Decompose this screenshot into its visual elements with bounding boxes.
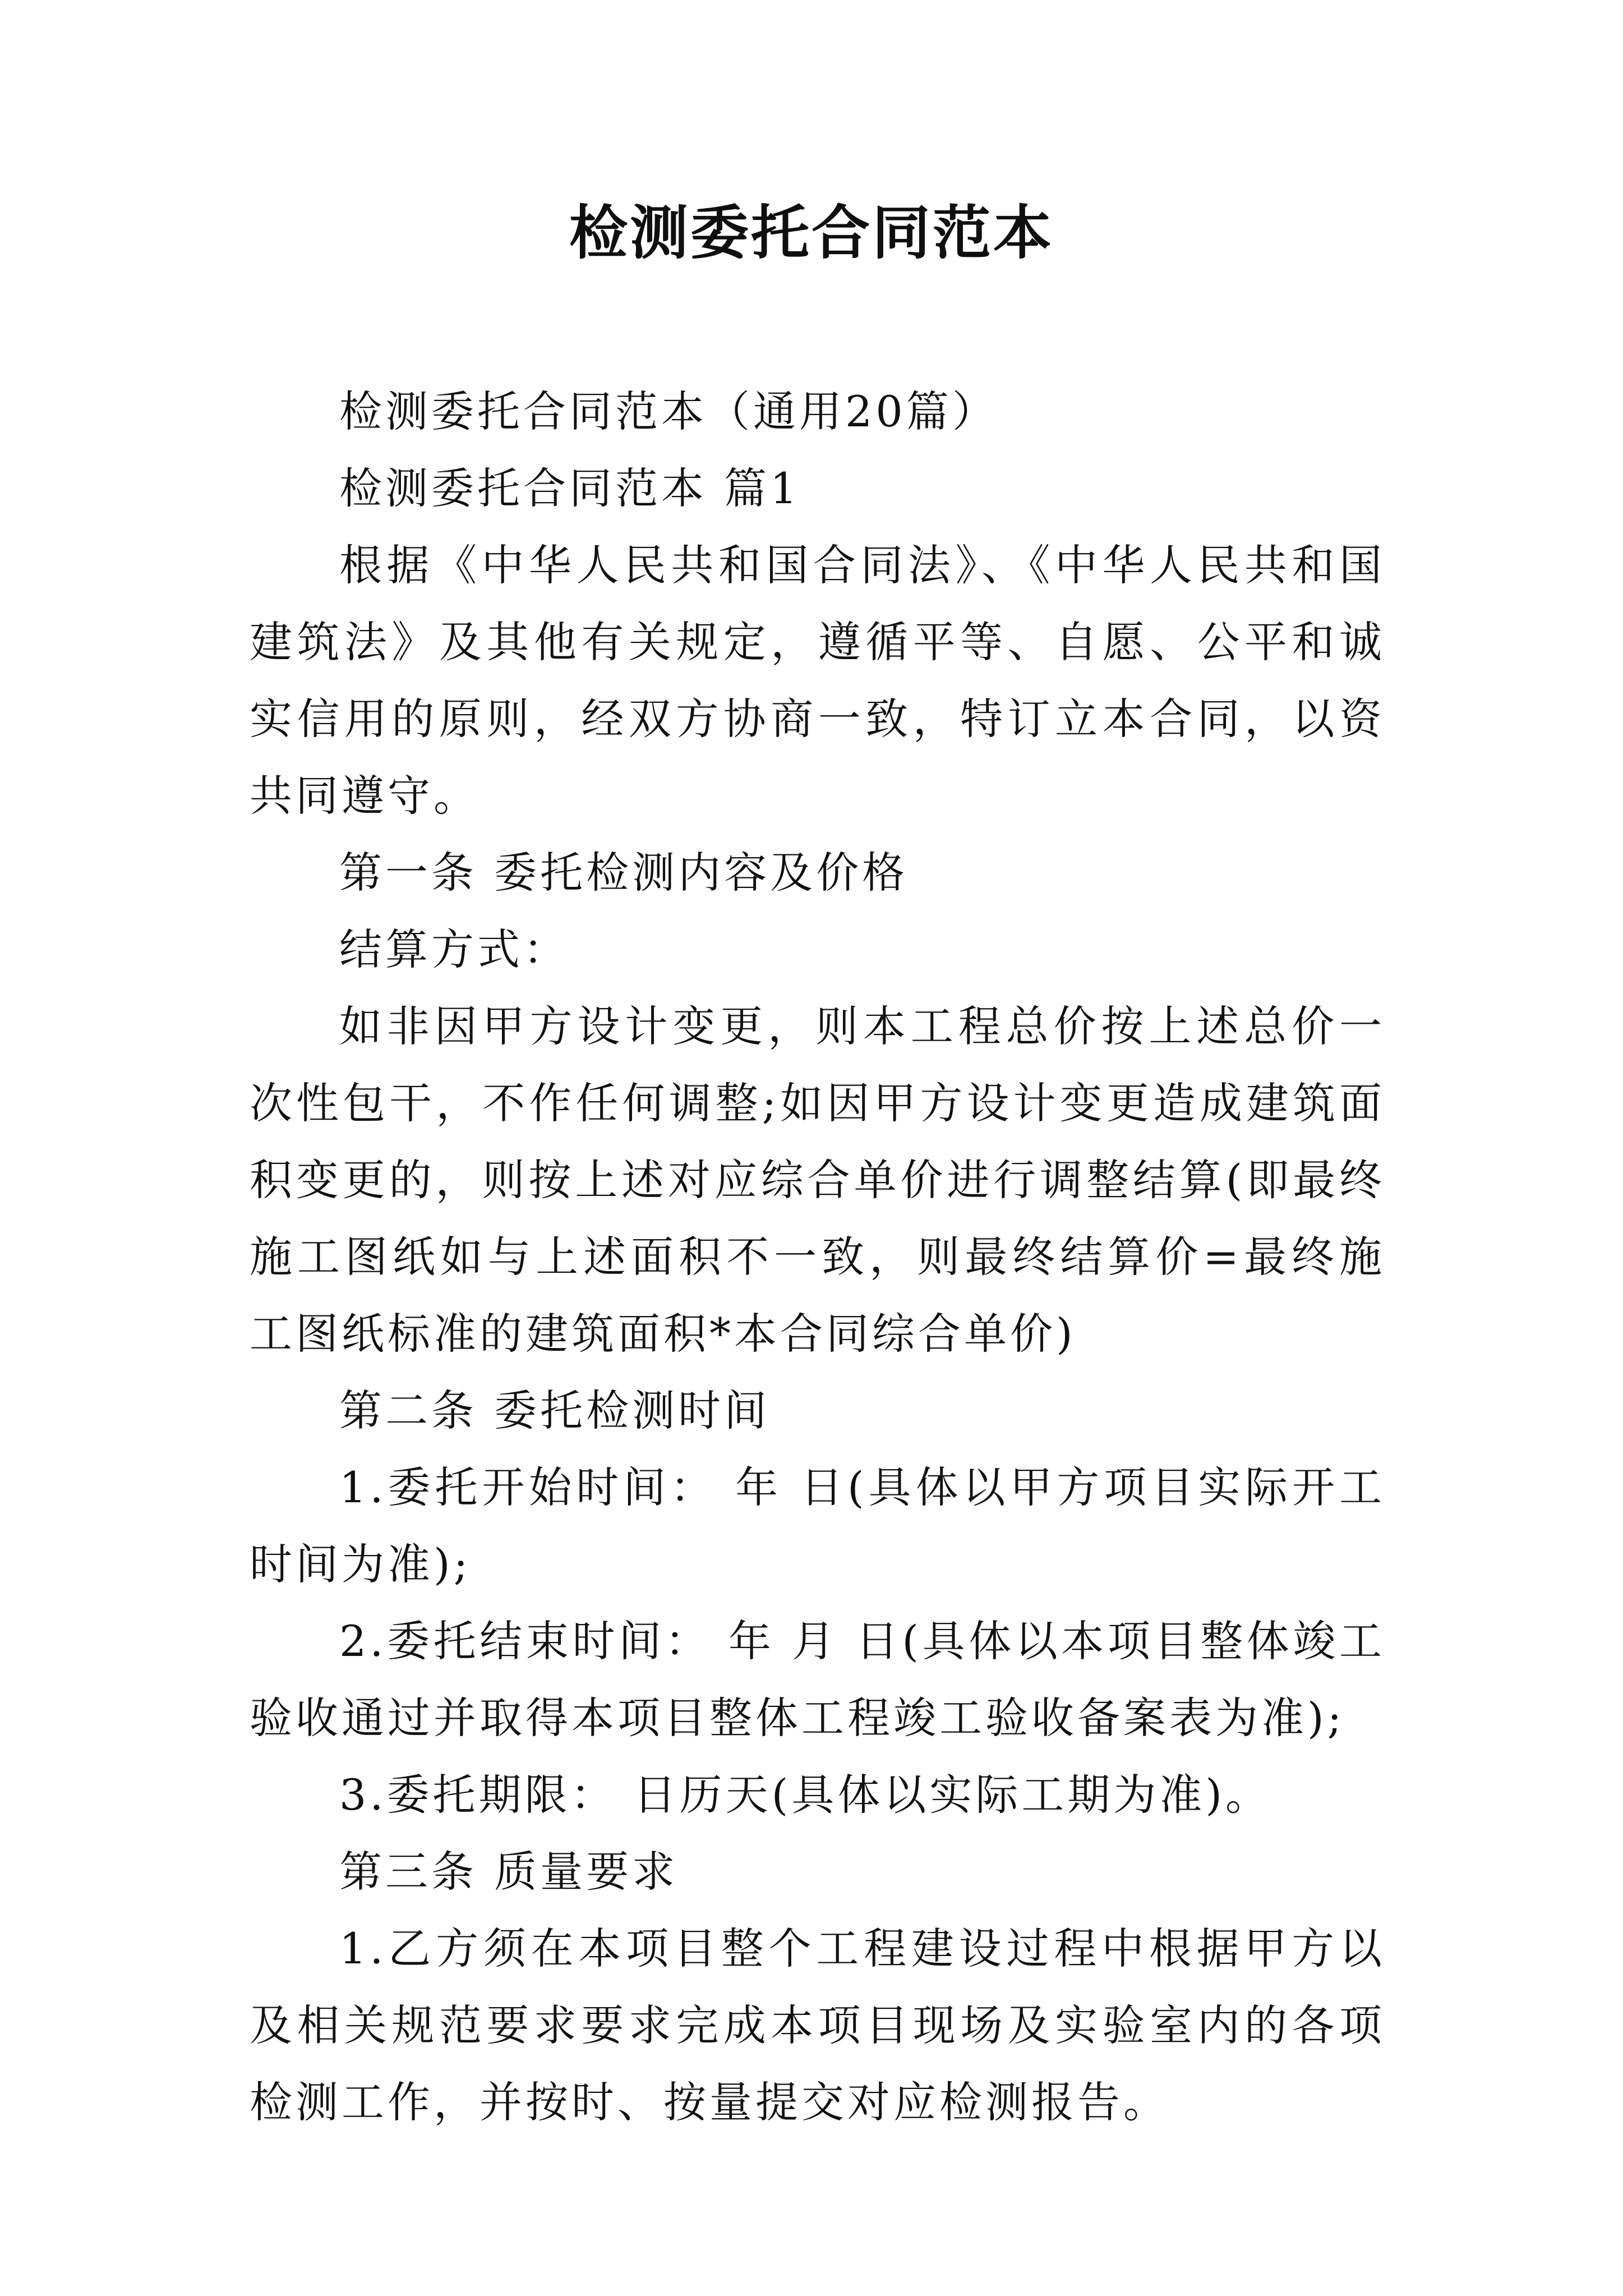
paragraph-article-2-heading: 第二条 委托检测时间 xyxy=(339,1386,771,1435)
document-body xyxy=(250,373,1385,2141)
paragraph-quality-requirement: 1.乙方须在本项目整个工程建设过程中根据甲方以及相关规范要求要求完成本项目现场及实验室内的各项检测工作，并按时、按量提交对应检测报告。 xyxy=(250,1924,1385,2127)
paragraph-end-time: 2.委托结束时间： 年 月 日(具体以本项目整体竣工验收通过并取得本项目整体工程竣工验收备案表为准); xyxy=(250,1616,1385,1743)
paragraph-subtitle: 检测委托合同范本（通用20篇） xyxy=(339,386,998,436)
paragraph-section-heading: 检测委托合同范本 篇1 xyxy=(339,463,801,513)
paragraph-settlement-text: 如非因甲方设计变更，则本工程总价按上述总价一次性包干，不作任何调整;如因甲方设计变更造成建筑面积变更的，则按上述对应综合单价进行调整结算(即最终施工图纸如与上述面积不一致，则最终结算价=最终施工图纸标准的建筑面积*本合同综合单价) xyxy=(250,1001,1385,1359)
paragraph-start-time: 1.委托开始时间： 年 日(具体以甲方项目实际开工时间为准); xyxy=(250,1462,1385,1589)
paragraph-article-1-heading: 第一条 委托检测内容及价格 xyxy=(339,848,909,898)
document-title: 检测委托合同范本 xyxy=(569,198,1054,267)
paragraph-term: 3.委托期限： 日历天(具体以实际工期为准)。 xyxy=(339,1770,1271,1820)
paragraph-article-3-heading: 第三条 质量要求 xyxy=(339,1847,679,1897)
paragraph-settlement-label: 结算方式： xyxy=(339,924,569,974)
paragraph-preamble: 根据《中华人民共和国合同法》、《中华人民共和国建筑法》及其他有关规定，遵循平等、自愿、公平和诚实信用的原则，经双方协商一致，特订立本合同，以资共同遵守。 xyxy=(250,540,1385,821)
